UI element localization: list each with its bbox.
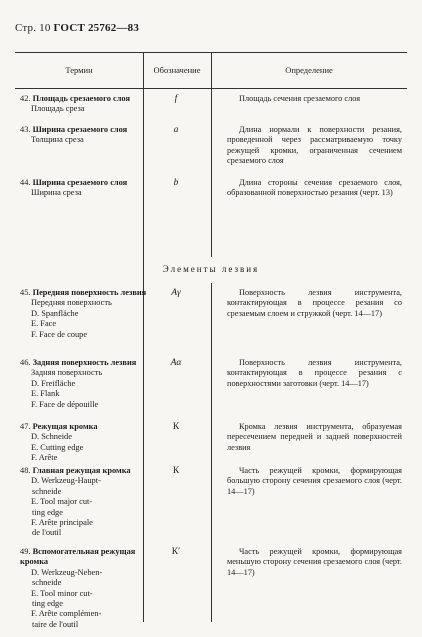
term-42: 42. Площадь срезаемого слоя Площадь среза <box>20 94 130 114</box>
definition-44: Длина стороны сечения срезаемого слоя, образованной поверхностью резания (черт. 13) <box>227 178 402 198</box>
column-header-term: Термин <box>65 65 93 75</box>
symbol-49: К′ <box>171 547 181 557</box>
definition-42: Площадь сечения срезаемого слоя <box>239 94 361 103</box>
definition-45: Поверхность лезвия инструмента, контактирующая в процессе резания со срезаемым слоем и стружкой (черт. 14—17) <box>227 288 402 318</box>
symbol-45: Aγ <box>171 288 181 298</box>
page-number: Стр. 10 <box>15 22 51 34</box>
symbol-47: К <box>172 422 180 432</box>
symbol-44: b <box>173 178 179 188</box>
definition-49: Часть режущей кромки, формирующая меньшую сторону сечения срезаемого слоя (черт. 14—17) <box>227 547 402 577</box>
column-header-definition: Определение <box>285 65 333 75</box>
symbol-46: Aα <box>170 358 182 368</box>
terms-table <box>15 52 407 629</box>
term-47: 47. Режущая кромка D. Schneide E. Cutting edge F. Arête <box>20 422 98 463</box>
symbol-48: К <box>172 466 180 476</box>
definition-43: Длина нормали к поверхности резания, проведенной через рассматриваемую точку режущей кромки, ограниченная сечением срезаемого слоя <box>227 125 402 166</box>
definition-47: Кромка лезвия инструмента, образуемая пересечением передней и задней поверхностей лезвия <box>227 422 402 452</box>
term-43: 43. Ширина срезаемого слоя Толщина среза <box>20 125 128 145</box>
page-header <box>15 22 139 34</box>
term-46: 46. Задняя поверхность лезвия Задняя поверхность D. Freifläche E. Flank F. Face de dépouille <box>20 358 137 409</box>
term-49: 49. Вспомогательная режущая кромка D. Werkzeug-Neben- schneide E. Tool minor cut- ting edge F. Arête complémen- taire de l'outil <box>20 547 136 629</box>
column-header-symbol: Обозначение <box>153 65 201 75</box>
term-48: 48. Главная режущая кромка D. Werkzeug-Haupt- schneide E. Tool major cut- ting edge F. Arête principale de l'outil <box>20 466 131 538</box>
term-44: 44. Ширина срезаемого слоя Ширина среза <box>20 178 128 198</box>
standard-code: ГОСТ 25762—83 <box>53 22 140 34</box>
definition-48: Часть режущей кромки, формирующая большую сторону сечения срезаемого слоя (черт. 14—17) <box>227 466 402 496</box>
definition-46: Поверхность лезвия инструмента, контактирующая в процессе резания с поверхностями заготовки (черт. 14—17) <box>227 358 402 388</box>
symbol-42: f <box>174 94 178 104</box>
section-title: Элементы лезвия <box>162 264 260 274</box>
symbol-43: a <box>173 125 179 135</box>
term-45: 45. Передняя поверхность лезвия Передняя поверхность D. Spanfläche E. Face F. Face de coupe <box>20 288 147 339</box>
